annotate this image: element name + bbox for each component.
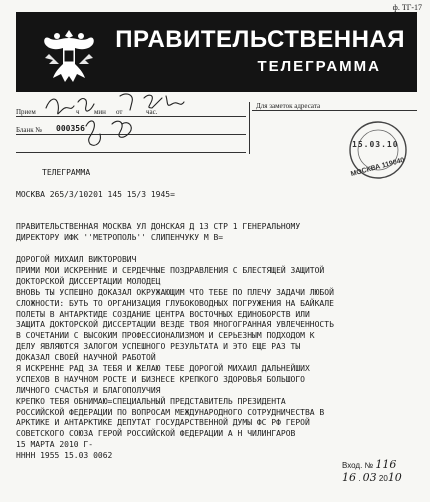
message-line: СОВЕТСКОГО СОЮЗА ГЕРОЙ РОССИЙСКОЙ ФЕДЕРАЦИИ А Н ЧИЛИНГАРОВ: [16, 429, 296, 439]
from-label: от: [116, 108, 123, 116]
handwritten-signature: [16, 88, 216, 158]
message-line: Я ИСКРЕННЕ РАД ЗА ТЕБЯ И ЖЕЛАЮ ТЕБЕ ДОРОГОЙ МИХАИЛ ДАЛЬНЕЙШИХ: [16, 364, 310, 374]
notes-label: Для заметок адресата: [256, 102, 321, 110]
message-line: КРЕПКО ТЕБЯ ОБНИМАЮ=СПЕЦИАЛЬНЫЙ ПРЕДСТАВИТЕЛЬ ПРЕЗИДЕНТА: [16, 396, 286, 406]
message-line: В СОЧЕТАНИИ С ВЫСОКИМ ПРОФЕССИОНАЛИЗМОМ И СЕРЬЕЗНЫМ ПОДХОДОМ К: [16, 331, 315, 341]
message-line: ПРИМИ МОИ ИСКРЕННИЕ И СЕРДЕЧНЫЕ ПОЗДРАВЛЕНИЯ С БЛЕСТЯЩЕЙ ЗАЩИТОЙ: [16, 266, 325, 276]
blank-label: Бланк №: [16, 126, 43, 134]
message-line: ДОКАЗАЛ СВОЕЙ НАУЧНОЙ РАБОТОЙ: [16, 353, 156, 363]
minutes-label: мин: [94, 108, 106, 116]
message-line: СЛОЖНОСТИ: БУТЬ ТО ОРГАНИЗАЦИЯ ГЛУБОКОВОДНЫХ ПОГРУЖЕНИЯ НА БАЙКАЛЕ: [16, 298, 334, 308]
stamp-date: 15.03.10: [352, 140, 399, 149]
incoming-year: 10: [387, 471, 402, 484]
message-line: ЗАЩИТА ДОКТОРСКОЙ ДИССЕРТАЦИИ ВЕЗДЕ ТВОЯ МНОГОГРАННАЯ УВЛЕЧЕННОСТЬ: [16, 320, 334, 330]
banner-title: ПРАВИТЕЛЬСТВЕННАЯ: [115, 26, 405, 53]
hours-label: ч: [76, 108, 80, 116]
message-line: АРКТИКЕ И АНТАРКТИКЕ ДЕПУТАТ ГОСУДАРСТВЕННОЙ ДУМЫ ФС РФ ГЕРОЙ: [16, 418, 310, 428]
routing-line: МОСКВА 265/3/10201 145 15/3 1945=: [16, 189, 175, 199]
hour-label: час.: [146, 108, 158, 116]
message-line: ДОРОГОЙ МИХАИЛ ВИКТОРОВИЧ: [16, 255, 137, 265]
message-line: НННН 1955 15.03 0062: [16, 451, 113, 461]
service-header: ТЕЛЕГРАММА: [42, 168, 91, 177]
message-line: ВНОВЬ ТЫ УСПЕШНО ДОКАЗАЛ ОКРУЖАЮЩИМ ЧТО ТЕБЕ ПО ПЛЕЧУ ЗАДАЧИ ЛЮБОЙ: [16, 287, 334, 297]
message-line: ЛИЧНОГО СЧАСТЬЯ И БЛАГОПОЛУЧИЯ: [16, 385, 161, 395]
address-line: ДИРЕКТОРУ ИФК ''МЕТРОПОЛЬ'' СЛИПЕНЧУКУ М В=: [16, 233, 224, 243]
telegram-body: [16, 168, 416, 462]
received-label: Прием: [16, 108, 36, 116]
message-line: ДЕЛУ ЯВЛЯЮТСЯ ЗАЛОГОМ УСПЕШНОГО РЕЗУЛЬТАТА И ЭТО ЕЩЕ РАЗ ТЫ: [16, 342, 301, 352]
double-headed-eagle-emblem: [39, 24, 99, 88]
message-line: РОССИЙСКОЙ ФЕДЕРАЦИИ ПО ВОПРОСАМ МЕЖДУНАРОДНОГО СОТРУДНИЧЕСТВА В: [16, 407, 325, 417]
incoming-register: Вход. № 116 16 . 03 2010: [342, 458, 402, 484]
incoming-day: 16: [342, 471, 356, 484]
incoming-number: 116: [375, 458, 397, 471]
form-id: ф. ТГ-17: [392, 3, 422, 12]
incoming-label: Вход. №: [342, 461, 374, 470]
stamp-city: МОСКВА 119040: [350, 156, 406, 179]
blank-number: 000356: [56, 124, 85, 133]
incoming-year-prefix: 20: [378, 474, 388, 483]
banner-subtitle: ТЕЛЕГРАММА: [257, 58, 381, 75]
message-line: ДОКТОРСКОЙ ДИССЕРТАЦИИ МОЛОДЕЦ: [16, 276, 161, 286]
incoming-month: 03: [362, 471, 377, 484]
address-line: ПРАВИТЕЛЬСТВЕННАЯ МОСКВА УЛ ДОНСКАЯ Д 13 СТР 1 ГЕНЕРАЛЬНОМУ: [16, 222, 301, 232]
message-line: УСПЕХОВ В НАУЧНОМ РОСТЕ И БИЗНЕСЕ КРЕПКОГО ЗДОРОВЬЯ БОЛЬШОГО: [16, 374, 305, 384]
message-line: 15 МАРТА 2010 Г-: [16, 440, 94, 450]
telegram-banner: [16, 12, 417, 92]
message-line: ПОЛЕТЫ В АНТАРКТИДЕ СОЗДАНИЕ ЦЕНТРА ВОСТОЧНЫХ ЕДИНОБОРСТВ ИЛИ: [16, 309, 310, 319]
